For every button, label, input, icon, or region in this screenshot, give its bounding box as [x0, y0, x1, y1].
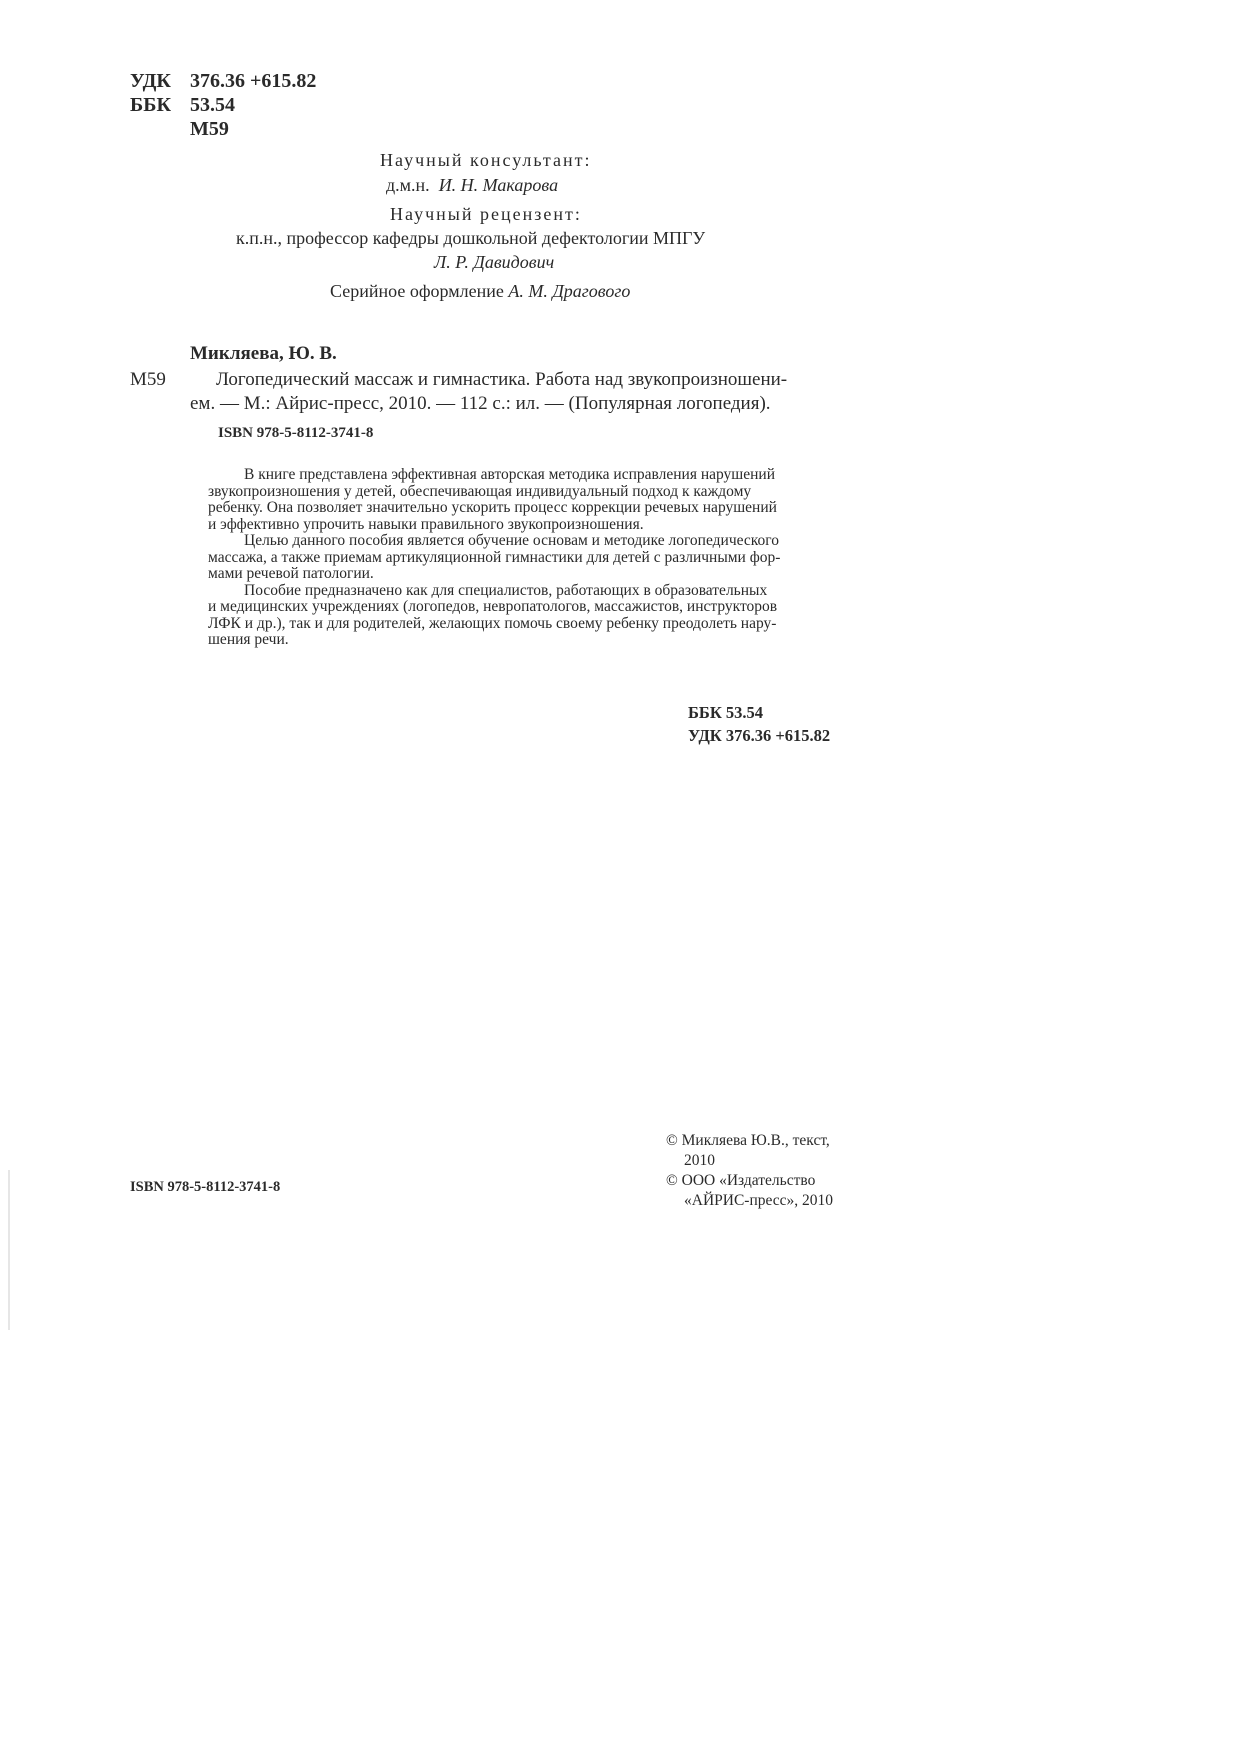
- footer-isbn: ISBN 978-5-8112-3741-8: [130, 1179, 281, 1195]
- scan-edge-shadow: [8, 1170, 10, 1330]
- annotation-line: Пособие предназначено как для специалистов, работающих в образовательных: [244, 581, 768, 599]
- copyright-line: 2010: [684, 1152, 715, 1169]
- copyright-block: [666, 1131, 833, 1211]
- catalog-sign: М59: [130, 369, 166, 390]
- consultant-title: Научный консультант:: [380, 150, 592, 170]
- bbk-value: 53.54: [190, 94, 235, 116]
- bbk-label: ББК: [130, 94, 171, 116]
- copyright-line: © Микляева Ю.В., текст,: [666, 1132, 830, 1149]
- udk-value: 376.36 +615.82: [190, 70, 317, 92]
- catalog-author: Микляева, Ю. В.: [190, 343, 337, 364]
- author-sign: М59: [190, 118, 229, 140]
- annotation-line: мами речевой патологии.: [208, 565, 374, 582]
- design-label: Серийное оформление: [330, 281, 504, 301]
- annotation-line: массажа, а также приемам артикуляционной гимнастики для детей с различными фор-: [208, 548, 781, 566]
- catalog-description-line2: ем. — М.: Айрис-пресс, 2010. — 112 с.: ил. — (Популярная логопедия).: [190, 393, 771, 414]
- copyright-line: «АЙРИС-пресс», 2010: [684, 1192, 834, 1209]
- reviewer-title: Научный рецензент:: [390, 204, 582, 224]
- bbk-line: [130, 94, 235, 117]
- annotation: [208, 467, 780, 649]
- udk-line: [130, 70, 316, 93]
- design-credit: [330, 281, 630, 302]
- reviewer-position: к.п.н., профессор кафедры дошкольной дефектологии МПГУ: [236, 228, 706, 248]
- copyright-line: © ООО «Издательство: [666, 1172, 816, 1189]
- catalog-description-line1: Логопедический массаж и гимнастика. Работа над звукопроизношени-: [216, 369, 788, 390]
- index-udk: УДК 376.36 +615.82: [688, 726, 831, 745]
- annotation-line: звукопроизношения у детей, обеспечивающая индивидуальный подход к каждому: [208, 482, 752, 500]
- annotation-line: и медицинских учреждениях (логопедов, невропатологов, массажистов, инструкторов: [208, 598, 778, 615]
- index-bbk: ББК 53.54: [688, 703, 764, 722]
- catalog-isbn: ISBN 978-5-8112-3741-8: [218, 425, 374, 441]
- annotation-line: Целью данного пособия является обучение основам и методике логопедического: [244, 532, 779, 549]
- consultant-name: И. Н. Макарова: [438, 175, 559, 195]
- consultant-line: [386, 175, 558, 196]
- reviewer-name: Л. Р. Давидович: [434, 252, 555, 272]
- annotation-line: В книге представлена эффективная авторская методика исправления нарушений: [244, 466, 776, 483]
- annotation-line: ребенку. Она позволяет значительно ускорить процесс коррекции речевых нарушений: [208, 499, 777, 516]
- consultant-degree: д.м.н.: [386, 175, 430, 195]
- annotation-line: ЛФК и др.), так и для родителей, желающих помочь своему ребенку преодолеть нару-: [208, 614, 777, 632]
- annotation-line: шения речи.: [208, 631, 289, 648]
- design-name: А. М. Драгового: [508, 281, 631, 301]
- annotation-line: и эффективно упрочить навыки правильного звукопроизношения.: [208, 515, 644, 533]
- udk-label: УДК: [130, 70, 171, 92]
